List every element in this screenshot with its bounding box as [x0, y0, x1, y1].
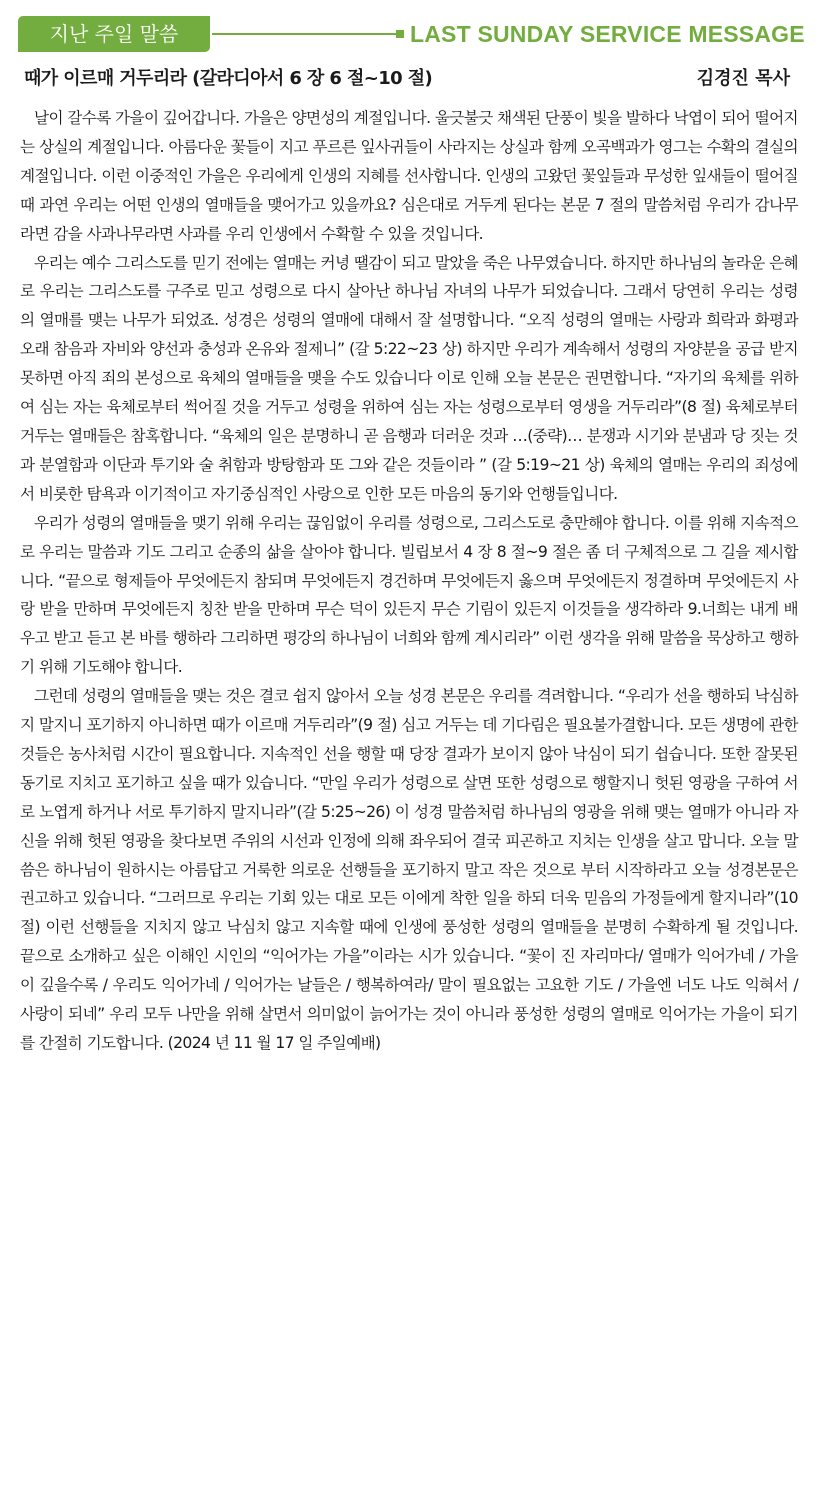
- sermon-body: [20, 104, 798, 1058]
- section-badge: 지난 주일 말씀: [18, 16, 210, 52]
- sermon-author: 김경진 목사: [696, 68, 790, 89]
- section-header: [18, 14, 805, 54]
- sermon-paragraph-2: 우리는 예수 그리스도를 믿기 전에는 열매는 커녕 땔감이 되고 말았을 죽은 나무였습니다. 하지만 하나님의 놀라운 은혜로 우리는 그리스도를 구주로 믿고 성령으로 다시 살아난 하나님 자녀의 나무가 되었습니다. 그래서 당연히 우리는 성령의 열매를 맺는 나무가 되었죠. 성경은 성령의 열매에 대해서 잘 설명합니다. “오직 성령의 열매는 사랑과 희락과 화평과 오래 참음과 자비와 양선과 충성과 온유와 절제니” (갈 5:22~23 상) 하지만 우리가 계속해서 성령의 자양분을 공급 받지 못하면 아직 죄의 본성으로 육체의 열매들을 맺을 수도 있습니다 이로 인해 오늘 본문은 권면합니다. “자기의 육체를 위하여 심는 자는 육체로부터 썩어질 것을 거두고 성령을 위하여 심는 자는 성령으로부터 영생을 거두리라”(8 절) 육체로부터 거두는 열매들은 참혹합니다. “육체의 일은 분명하니 곧 음행과 더러운 것과 …(중략)… 분쟁과 시기와 분냄과 당 짓는 것과 분열함과 이단과 투기와 술 취함과 방탕함과 또 그와 같은 것들이라 ” (갈 5:19~21 상) 육체의 열매는 우리의 죄성에서 비롯한 탐욕과 이기적이고 자기중심적인 사랑으로 인한 모든 마음의 동기와 언행들입니다.: [20, 253, 798, 503]
- sermon-title-bar: [24, 64, 790, 94]
- section-english-title: LAST SUNDAY SERVICE MESSAGE: [410, 21, 805, 47]
- header-divider-line: [212, 33, 398, 35]
- sermon-paragraph-4: 그런데 성령의 열매들을 맺는 것은 결코 쉽지 않아서 오늘 성경 본문은 우리를 격려합니다. “우리가 선을 행하되 낙심하지 말지니 포기하지 아니하면 때가 이르매 거두리라”(9 절) 심고 거두는 데 기다림은 필요불가결합니다. 모든 생명에 관한 것들은 농사처럼 시간이 필요합니다. 지속적인 선을 행할 때 당장 결과가 보이지 않아 낙심이 되기 쉽습니다. 또한 잘못된 동기로 지치고 포기하고 싶을 때가 있습니다. “만일 우리가 성령으로 살면 또한 성령으로 행할지니 헛된 영광을 구하여 서로 노엽게 하거나 서로 투기하지 말지니라”(갈 5:25~26) 이 성경 말씀처럼 하나님의 영광을 위해 맺는 열매가 아니라 자신을 위해 헛된 영광을 찾다보면 주위의 시선과 인정에 의해 좌우되어 결국 피곤하고 지치는 인생을 살고 맙니다. 오늘 말씀은 하나님이 원하시는 아름답고 거룩한 의로운 선행들을 포기하지 말고 작은 것으로 부터 시작하라고 오늘 성경본문은 권고하고 있습니다. “그러므로 우리는 기회 있는 대로 모든 이에게 착한 일을 하되 더욱 믿음의 가정들에게 할지니라”(10 절) 이런 선행들을 지치지 않고 낙심치 않고 지속할 때에 인생에 풍성한 성령의 열매들을 분명히 수확하게 될 것입니다. 끝으로 소개하고 싶은 이해인 시인의 “익어가는 가을”이라는 시가 있습니다. “꽃이 진 자리마다/ 열매가 익어가네 / 가을이 깊을수록 / 우리도 익어가네 / 익어가는 날들은 / 행복하여라/ 말이 필요없는 고요한 기도 / 가을엔 너도 나도 익혀서 / 사랑이 되네” 우리 모두 나만을 위해 살면서 의미없이 늙어가는 것이 아니라 풍성한 성령의 열매로 익어가는 가을이 되기를 간절히 기도합니다. (2024 년 11 월 17 일 주일예배): [20, 687, 798, 1052]
- header-divider-endcap: [396, 30, 404, 38]
- sermon-paragraph-3: 우리가 성령의 열매들을 맺기 위해 우리는 끊임없이 우리를 성령으로, 그리스도로 충만해야 합니다. 이를 위해 지속적으로 우리는 말씀과 기도 그리고 순종의 삶을 살아야 합니다. 빌립보서 4 장 8 절~9 절은 좀 더 구체적으로 그 길을 제시합니다. “끝으로 형제들아 무엇에든지 참되며 무엇에든지 경건하며 무엇에든지 옳으며 무엇에든지 정결하며 무엇에든지 사랑 받을 만하며 무엇에든지 칭찬 받을 만하며 무슨 덕이 있든지 무슨 기림이 있든지 이것들을 생각하라 9.너희는 내게 배우고 받고 듣고 본 바를 행하라 그리하면 평강의 하나님이 너희와 함께 계시리라” 이런 생각을 위해 말씀을 묵상하고 행하기 위해 기도해야 합니다.: [20, 513, 798, 677]
- sermon-paragraph-1: 날이 갈수록 가을이 깊어갑니다. 가을은 양면성의 계절입니다. 울긋불긋 채색된 단풍이 빛을 발하다 낙엽이 되어 떨어지는 상실의 계절입니다. 아름다운 꽃들이 지고 푸르른 잎사귀들이 사라지는 상실과 함께 오곡백과가 영그는 수확의 결실의 계절입니다. 이런 이중적인 가을은 우리에게 인생의 지혜를 선사합니다. 인생의 고왔던 꽃잎들과 무성한 잎새들이 떨어질 때 과연 우리는 어떤 인생의 열매들을 맺어가고 있을까요? 심은대로 거두게 된다는 본문 7 절의 말씀처럼 우리가 감나무라면 감을 사과나무라면 사과를 우리 인생에서 수확할 수 있을 것입니다.: [20, 109, 798, 243]
- sermon-title: 때가 이르매 거두리라 (갈라디아서 6 장 6 절~10 절): [24, 68, 433, 89]
